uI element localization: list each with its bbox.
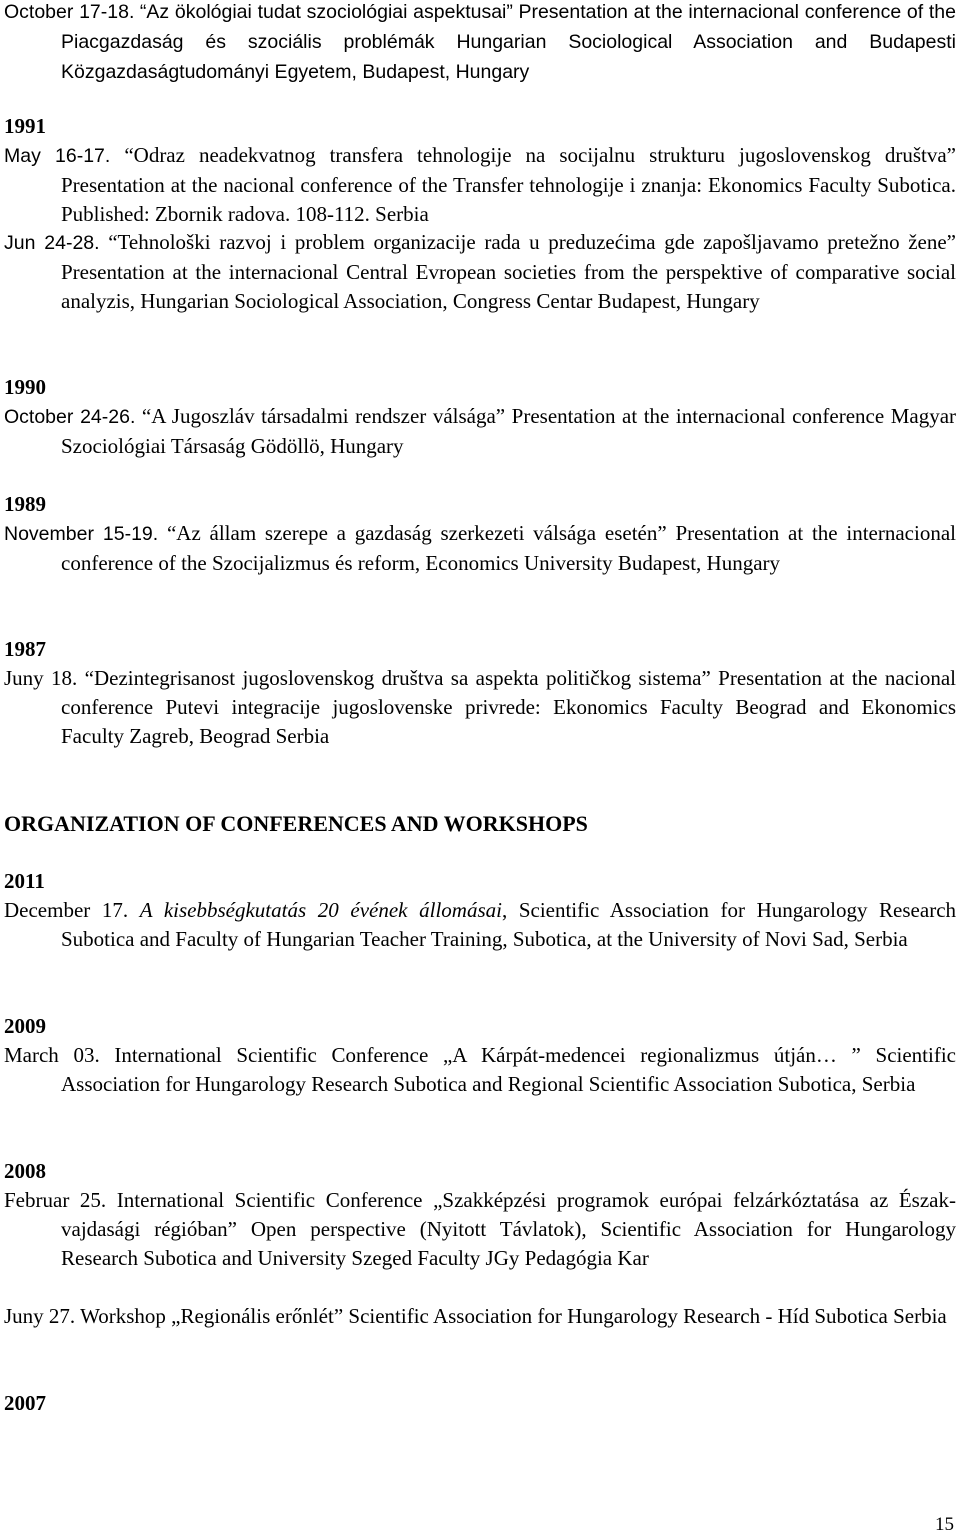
page-number: 15 xyxy=(935,1514,954,1535)
year-heading-2011: 2011 xyxy=(4,869,45,893)
year-heading-2009: 2009 xyxy=(4,1014,46,1038)
entry-october-17-18 xyxy=(4,0,956,87)
section-heading-organization: ORGANIZATION OF CONFERENCES AND WORKSHOPS xyxy=(4,811,588,836)
entry-title: “Tehnološki razvoj i problem organizacije rada u preduzećima gde zapošljavamo pretežno žene” xyxy=(108,230,957,254)
entry-date: Februar 25. xyxy=(4,1188,107,1212)
entry-text: Presentation at the internacional conference of the Piacgazdaság és szociális problémák Hungarian Sociological Association and Budapesti Közgazdaságtudományi Egyetem, Budapest, Hungary xyxy=(61,1,956,83)
entry-jun-24-28 xyxy=(4,228,956,316)
entry-december-17 xyxy=(4,896,956,954)
entry-text: Presentation at the nacional conference Putevi integracije jugoslovenske privrede: Ekonomics Faculty Beograd and Ekonomics Faculty Zagreb, Beograd Serbia xyxy=(61,666,956,748)
entry-text: Presentation at the internacional Central Evropean societies from the perspektive of comparative social analyzis, Hungarian Sociological Association, Congress Centar Budapest, Hungary xyxy=(61,260,956,313)
entry-text: Presentation at the internacional conference of the Szocijalizmus és reform, Economics University Budapest, Hungary xyxy=(61,521,956,575)
entry-date: October 24-26. xyxy=(4,406,136,428)
entry-title: “Dezintegrisanost jugoslovenskog društva sa aspekta političkog sistema” xyxy=(84,666,711,690)
year-heading-1989: 1989 xyxy=(4,492,46,516)
entry-march-03 xyxy=(4,1041,956,1099)
entry-may-16-17 xyxy=(4,141,956,229)
entry-text: International Scientific Conference „Szakképzési programok európai felzárkóztatása az Észak-vajdasági régióban” Open perspective (Nyitott Távlatok), Scientific Association for Hungarology Research Subotica and University Szeged Faculty JGy Pedagógia Kar xyxy=(61,1188,956,1270)
entry-juny-18 xyxy=(4,664,956,751)
entry-date: Jun 24-28. xyxy=(4,232,100,254)
entry-title: “Az állam szerepe a gazdaság szerkezeti válsága esetén” xyxy=(166,521,667,545)
entry-title: “Az ökológiai tudat szociológiai aspektusai” xyxy=(139,1,513,23)
entry-text: Workshop „Regionális erőnlét” Scientific Association for Hungarology Research - Híd Subotica Serbia xyxy=(80,1304,947,1328)
year-heading-1991: 1991 xyxy=(4,114,46,138)
entry-date: November 15-19. xyxy=(4,523,159,545)
entry-text: Presentation at the nacional conference of the Transfer tehnologije i znanja: Ekonomics Faculty Subotica. Published: Zbornik radova. 108-112. Serbia xyxy=(61,173,956,226)
entry-text: International Scientific Conference „A Kárpát-medencei regionalizmus útján… ” Scientific Association for Hungarology Research Subotica and Regional Scientific Association Subotica, Serbia xyxy=(61,1043,957,1096)
entry-title: A kisebbségkutatás 20 évének állomásai xyxy=(139,898,502,922)
year-heading-1987: 1987 xyxy=(4,637,46,661)
year-heading-1990: 1990 xyxy=(4,375,46,399)
entry-october-24-26 xyxy=(4,402,956,461)
year-heading-2008: 2008 xyxy=(4,1159,46,1183)
entry-februar-25 xyxy=(4,1186,956,1273)
entry-november-15-19 xyxy=(4,519,956,578)
entry-text: , Scientific Association for Hungarology Research Subotica and Faculty of Hungarian Teacher Training, Subotica, at the University of Novi Sad, Serbia xyxy=(61,898,957,951)
entry-date: May 16-17. xyxy=(4,145,111,167)
entry-date: Juny 27. xyxy=(4,1304,76,1328)
entry-date: Juny 18. xyxy=(4,666,78,690)
entry-title: “Odraz neadekvatnog transfera tehnologije na socijalnu strukturu jugoslovenskog društva” xyxy=(124,143,956,167)
entry-date: October 17-18. xyxy=(4,1,135,23)
entry-text: Presentation at the internacional conference Magyar Szociológiai Társaság Gödöllö, Hungary xyxy=(61,404,957,458)
entry-juny-27 xyxy=(4,1302,956,1331)
year-heading-2007: 2007 xyxy=(4,1391,46,1415)
entry-title: “A Jugoszláv társadalmi rendszer válsága” xyxy=(141,404,506,428)
entry-date: December 17. xyxy=(4,898,129,922)
entry-date: March 03. xyxy=(4,1043,100,1067)
